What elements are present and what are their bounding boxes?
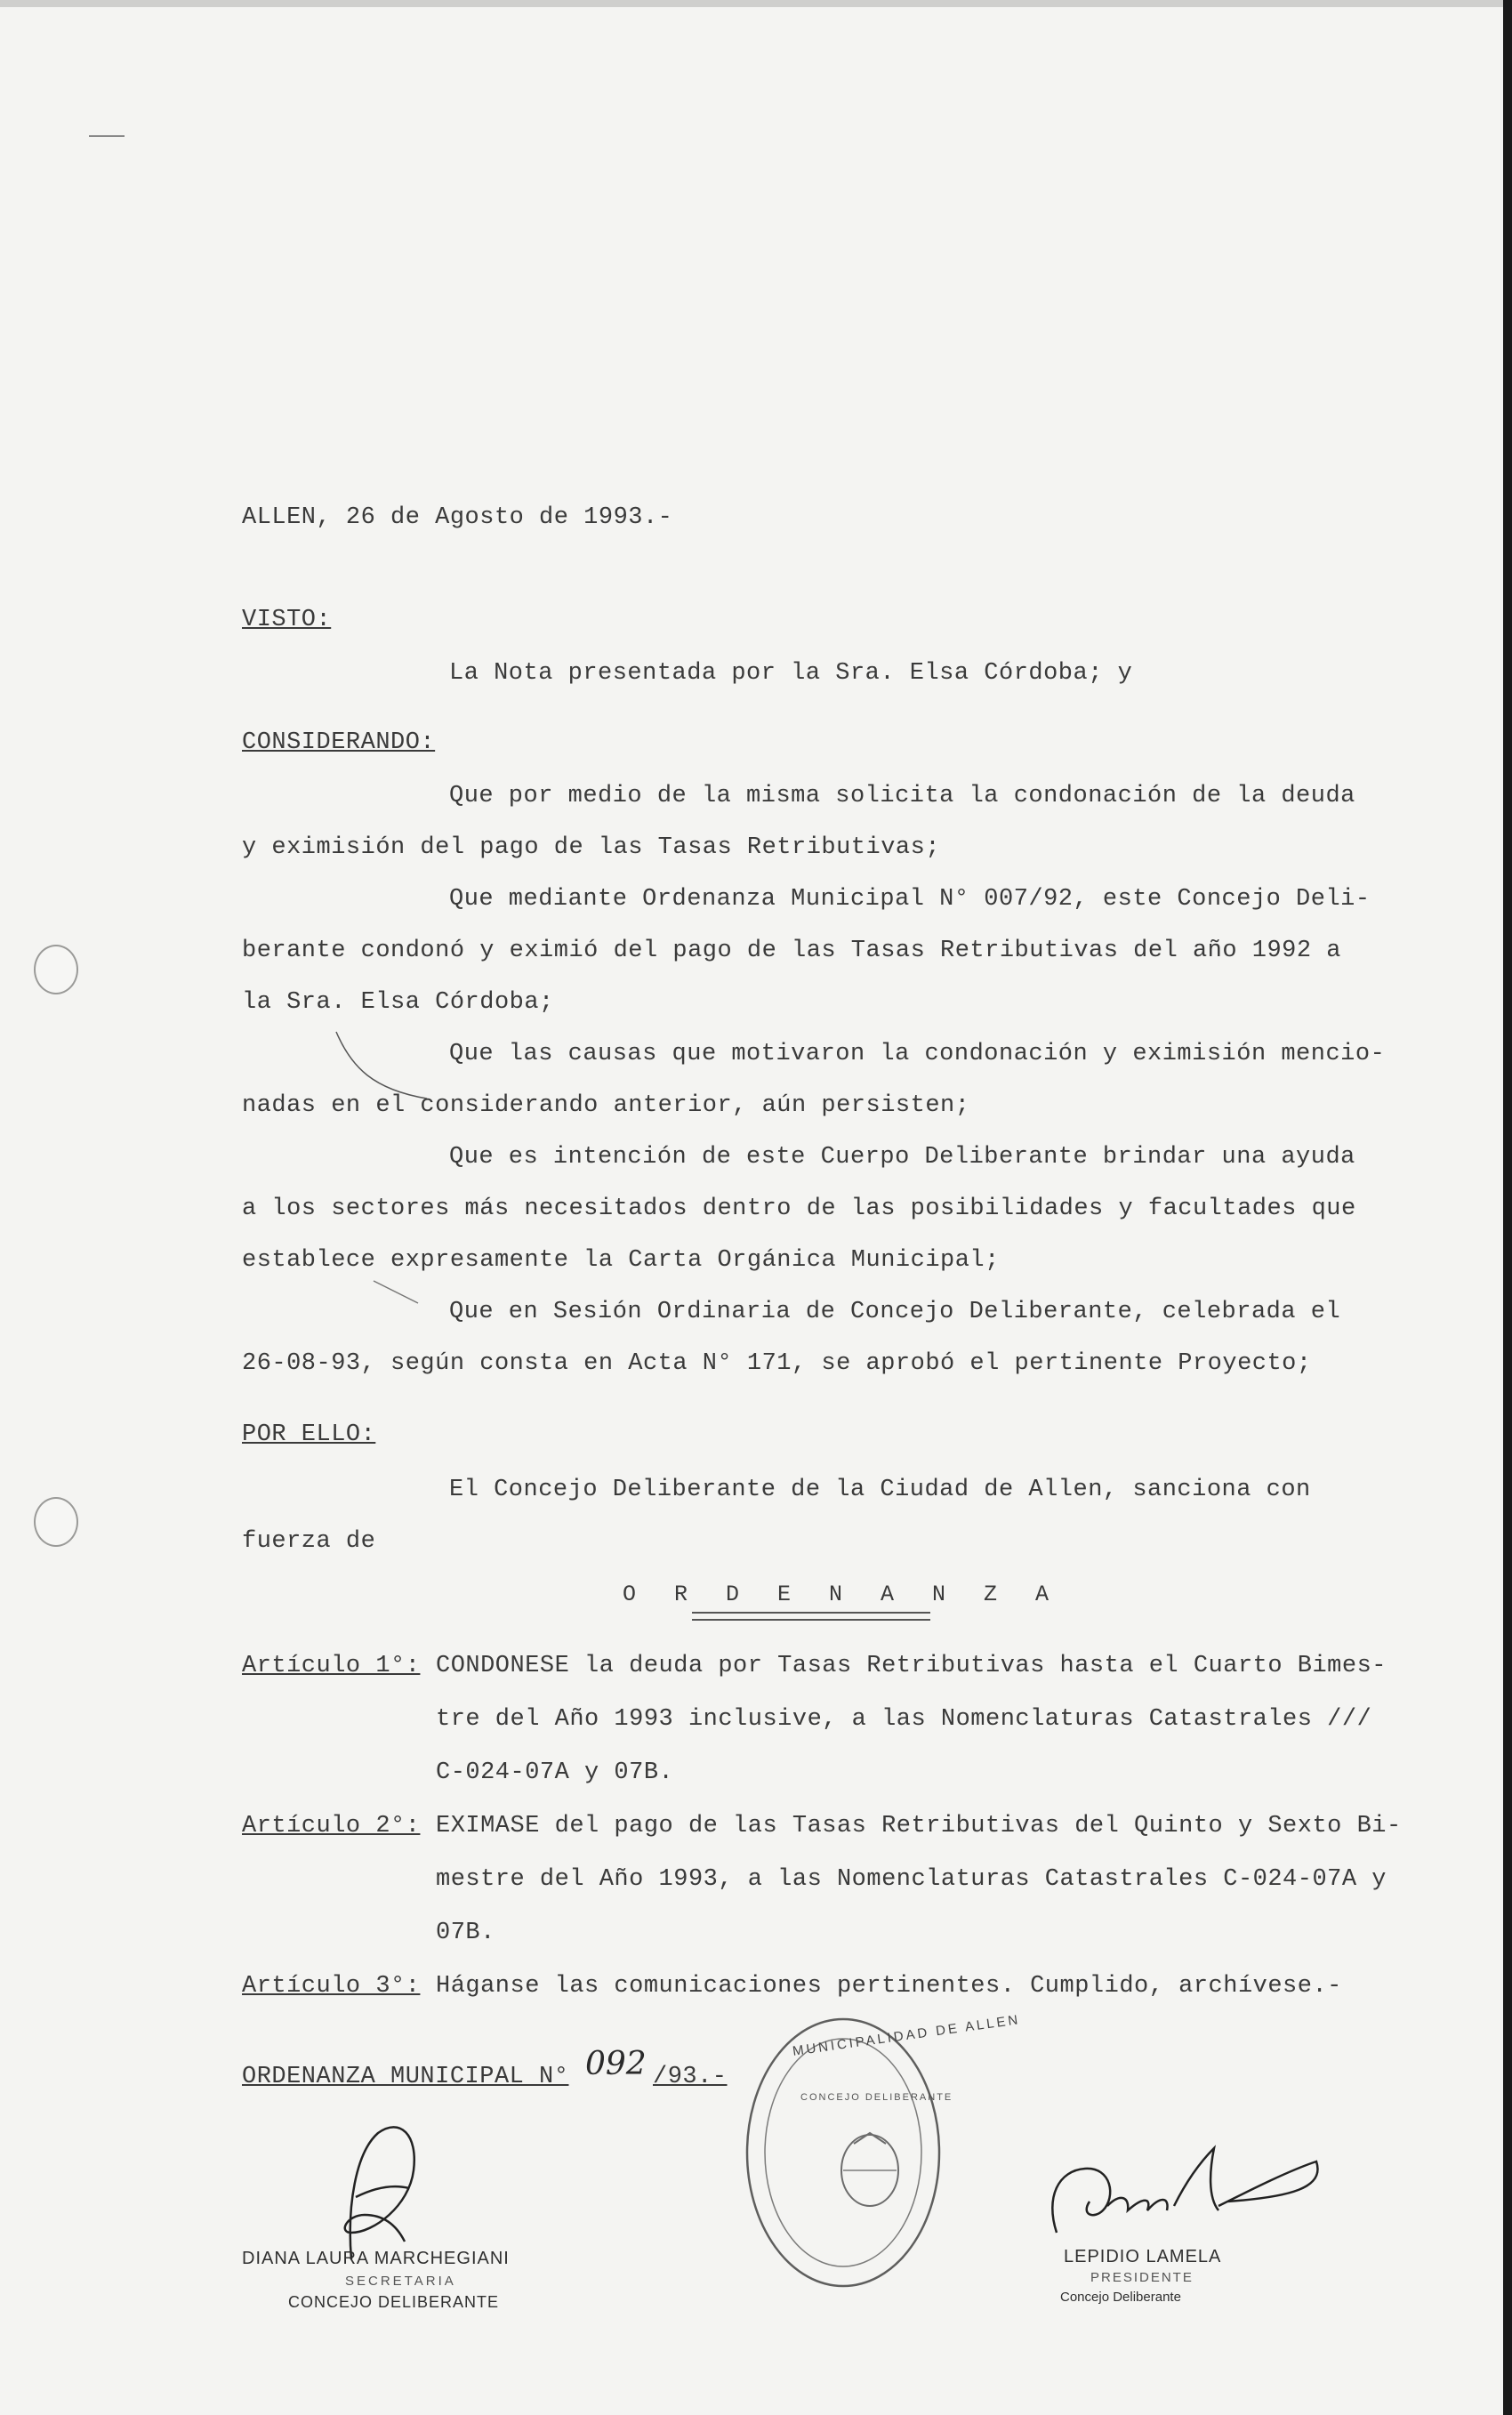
article-line: CONDONESE la deuda por Tasas Retributivas hasta el Cuarto Bimes- bbox=[436, 1653, 1387, 1679]
ordinance-number-prefix: ORDENANZA MUNICIPAL N° bbox=[242, 2064, 569, 2090]
seal-inner-text: CONCEJO DELIBERANTE bbox=[800, 2092, 953, 2103]
ordenanza-title: O R D E N A N Z A bbox=[623, 1582, 1062, 1607]
article-label: Artículo 3°: bbox=[242, 1973, 421, 2000]
considerando-line: Que en Sesión Ordinaria de Concejo Deliberante, celebrada el bbox=[449, 1299, 1341, 1325]
ordinance-number-handwritten: 092 bbox=[585, 2046, 647, 2082]
signer-right-org: Concejo Deliberante bbox=[1060, 2290, 1181, 2305]
stray-pen-line bbox=[374, 1281, 418, 1303]
considerando-line: la Sra. Elsa Córdoba; bbox=[242, 989, 554, 1016]
article-line: EXIMASE del pago de las Tasas Retributivas del Quinto y Sexto Bi- bbox=[436, 1813, 1402, 1839]
considerando-line: Que es intención de este Cuerpo Deliberante brindar una ayuda bbox=[449, 1144, 1355, 1171]
article-line: 07B. bbox=[436, 1920, 495, 1946]
considerando-line: nadas en el considerando anterior, aún persisten; bbox=[242, 1092, 970, 1119]
signer-right-role: PRESIDENTE bbox=[1090, 2270, 1194, 2285]
considerando-line: Que mediante Ordenanza Municipal N° 007/92, este Concejo Deli- bbox=[449, 886, 1371, 913]
article-line: tre del Año 1993 inclusive, a las Nomenclaturas Catastrales /// bbox=[436, 1706, 1372, 1733]
article-label: Artículo 2°: bbox=[242, 1813, 421, 1839]
por-ello-line: El Concejo Deliberante de la Ciudad de Allen, sanciona con bbox=[449, 1477, 1311, 1503]
seal-outer-text: MUNICIPALIDAD DE ALLEN bbox=[792, 2012, 1022, 2059]
article-line: C-024-07A y 07B. bbox=[436, 1759, 674, 1786]
article-line: Háganse las comunicaciones pertinentes. Cumplido, archívese.- bbox=[436, 1973, 1342, 2000]
signature-left bbox=[345, 2127, 414, 2259]
por-ello-line: fuerza de bbox=[242, 1528, 376, 1555]
considerando-line: Que las causas que motivaron la condonación y eximisión mencio- bbox=[449, 1041, 1386, 1067]
municipal-seal bbox=[747, 2019, 939, 2286]
article-line: mestre del Año 1993, a las Nomenclaturas Catastrales C-024-07A y bbox=[436, 1866, 1387, 1893]
date-line: ALLEN, 26 de Agosto de 1993.- bbox=[242, 504, 673, 531]
visto-heading: VISTO: bbox=[242, 607, 332, 633]
considerando-heading: CONSIDERANDO: bbox=[242, 729, 436, 756]
ordinance-number-suffix: /93.- bbox=[653, 2064, 728, 2090]
considerando-line: y eximisión del pago de las Tasas Retributivas; bbox=[242, 834, 941, 861]
por-ello-heading: POR ELLO: bbox=[242, 1421, 376, 1448]
considerando-line: berante condonó y eximió del pago de las Tasas Retributivas del año 1992 a bbox=[242, 938, 1341, 964]
signer-left-name: DIANA LAURA MARCHEGIANI bbox=[242, 2249, 510, 2268]
considerando-line: a los sectores más necesitados dentro de las posibilidades y facultades que bbox=[242, 1195, 1356, 1222]
signer-left-org: CONCEJO DELIBERANTE bbox=[288, 2293, 500, 2311]
article-label: Artículo 1°: bbox=[242, 1653, 421, 1679]
considerando-line: establece expresamente la Carta Orgánica Municipal; bbox=[242, 1247, 1000, 1274]
signer-right-name: LEPIDIO LAMELA bbox=[1064, 2247, 1222, 2266]
stray-pen-line bbox=[336, 1032, 427, 1099]
visto-text: La Nota presentada por la Sra. Elsa Córdoba; y bbox=[449, 660, 1133, 687]
considerando-line: 26-08-93, según consta en Acta N° 171, se aprobó el pertinente Proyecto; bbox=[242, 1350, 1312, 1377]
signature-right bbox=[1052, 2148, 1317, 2233]
considerando-line: Que por medio de la misma solicita la condonación de la deuda bbox=[449, 783, 1355, 809]
signer-left-role: SECRETARIA bbox=[345, 2274, 456, 2289]
